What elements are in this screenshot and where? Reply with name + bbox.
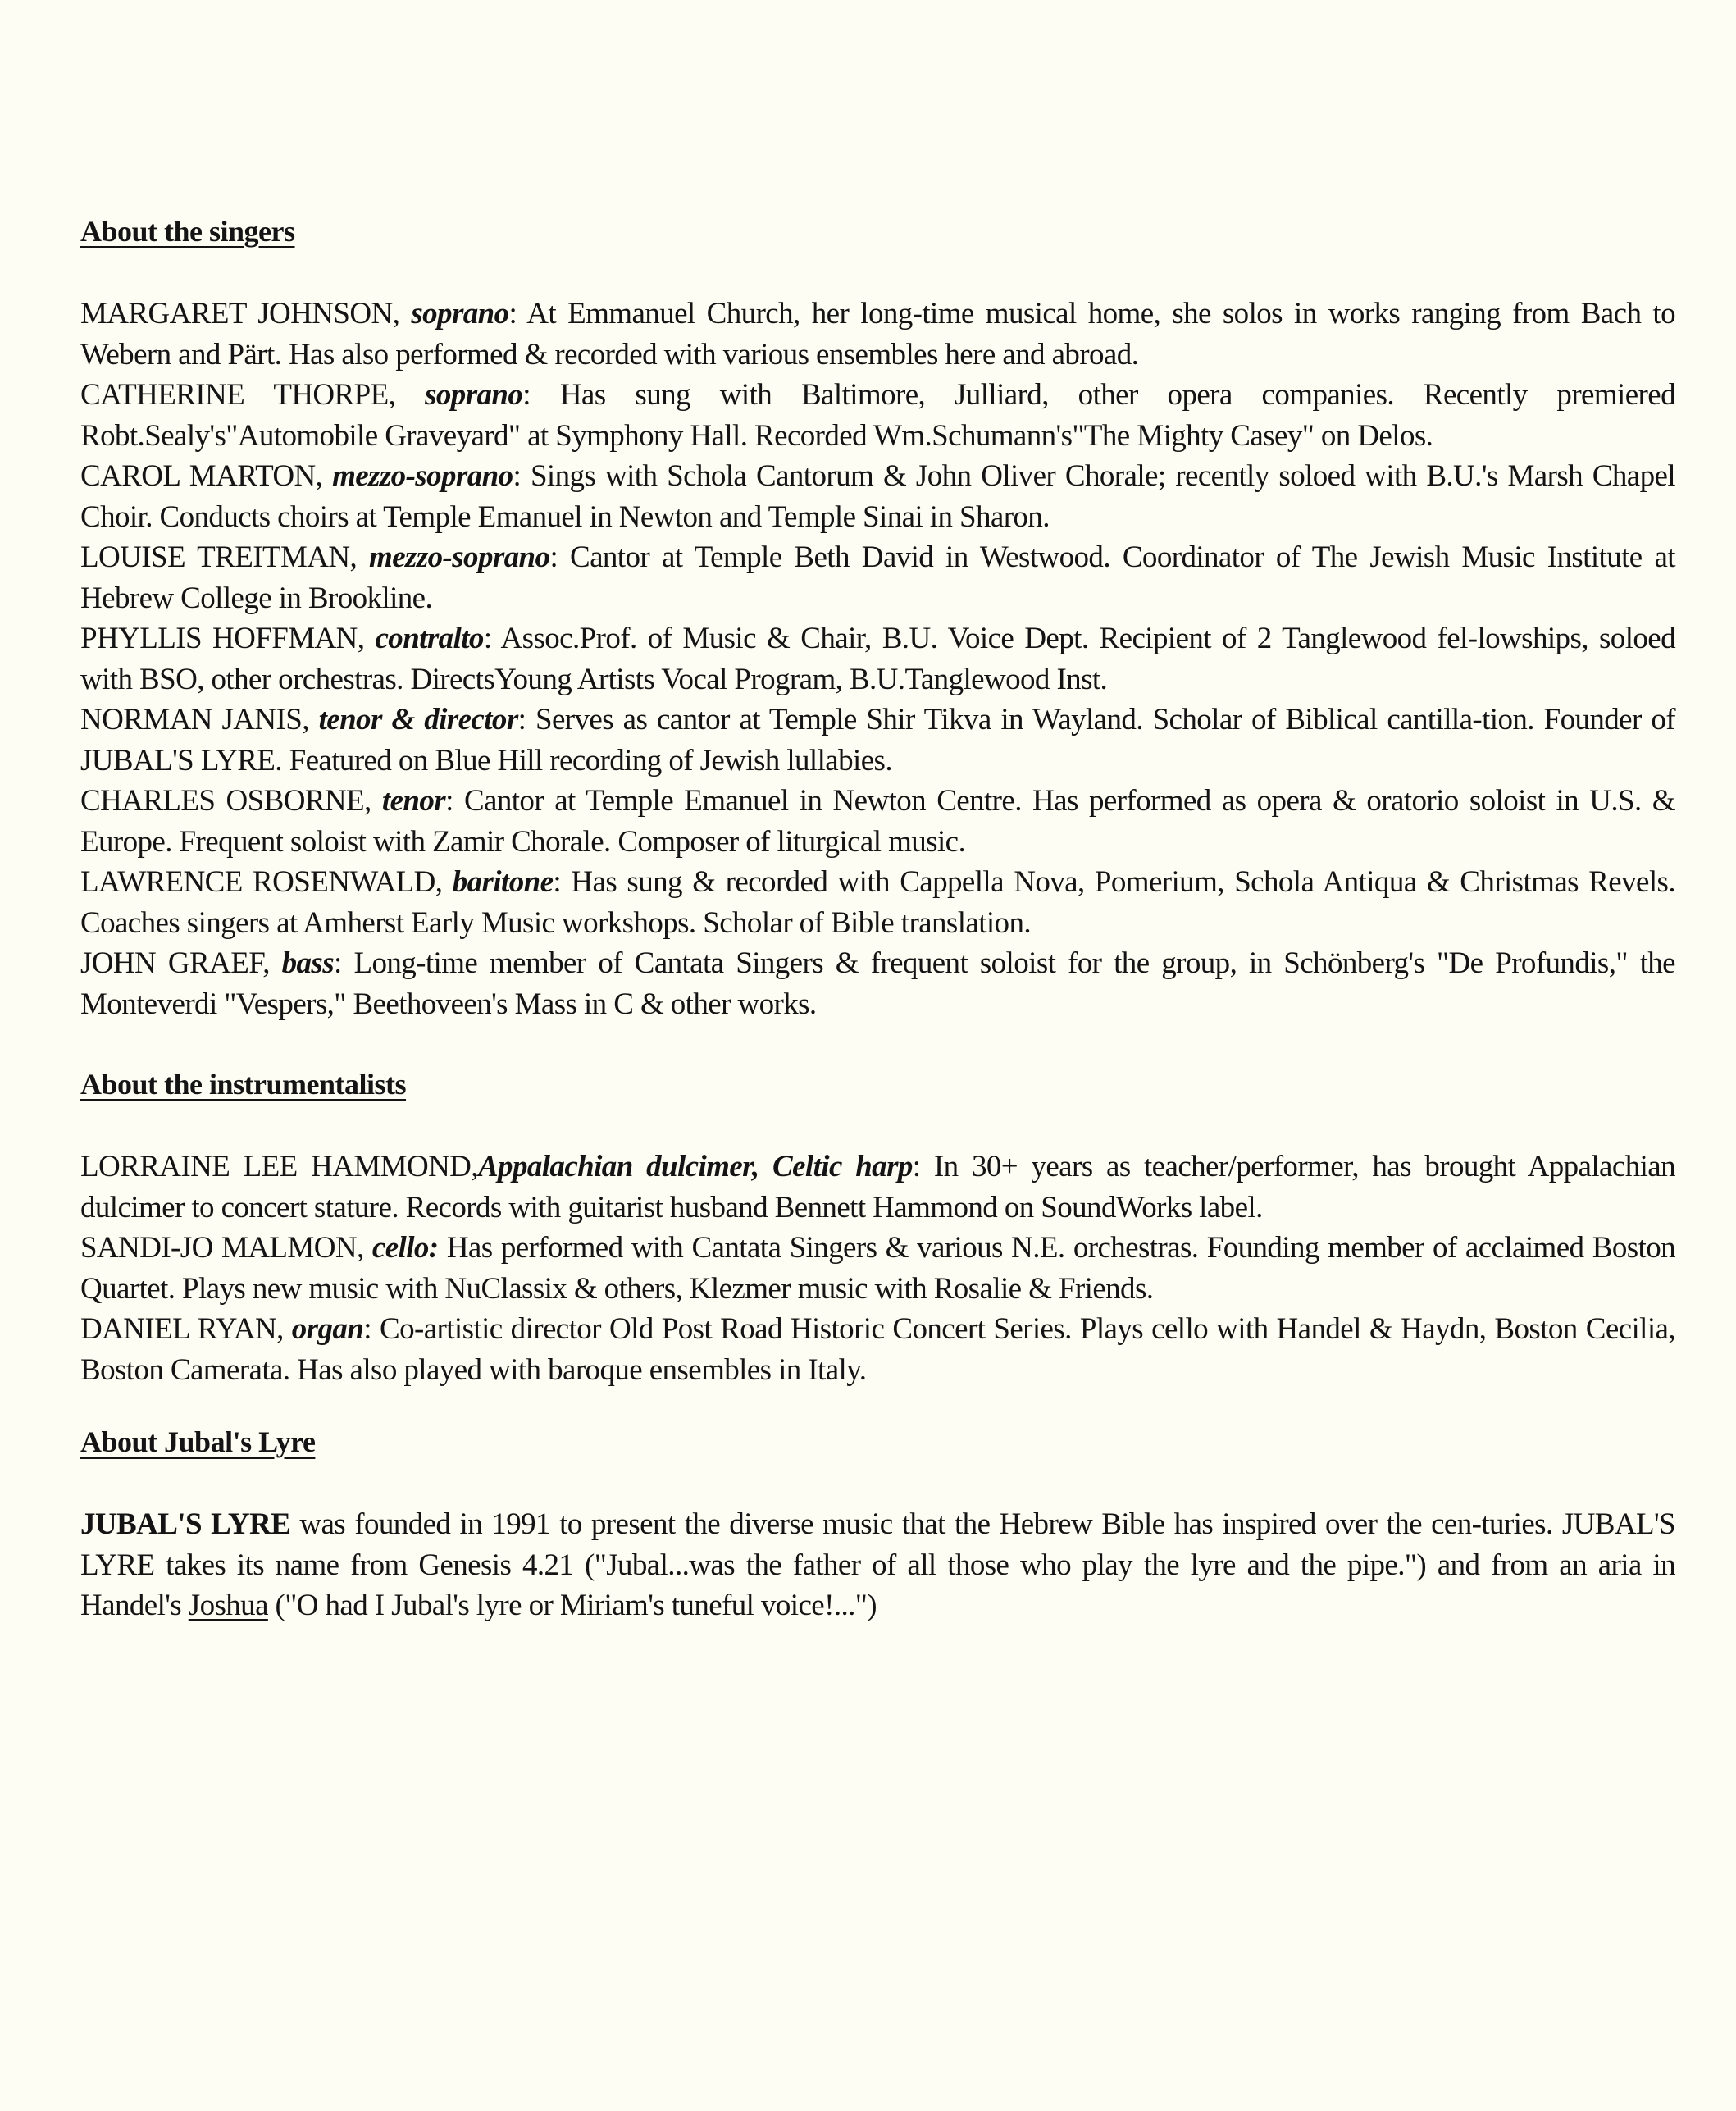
singer-name: LAWRENCE ROSENWALD, [80,865,453,899]
singer-name: CATHERINE THORPE, [80,378,426,412]
singer-name: MARGARET JOHNSON, [80,297,412,331]
singer-name: NORMAN JANIS, [80,703,319,736]
singer-bio: : Cantor at Temple Emanuel in Newton Centre. Has performed as opera & oratorio soloist in U.S. & Europe. Frequent soloist with Zamir Chorale. Composer of liturgical music. [80,784,1675,859]
jubal-section [80,1425,1675,1626]
singer-bio: : Cantor at Temple Beth David in Westwood. Coordinator of The Jewish Music Institute at Hebrew College in Brookline. [80,540,1675,615]
singer-bio: : Serves as cantor at Temple Shir Tikva in Wayland. Scholar of Biblical cantilla-tion. Founder of JUBAL'S LYRE. Featured on Blue Hill recording of Jewish lullabies. [80,703,1675,777]
singer-voice: tenor [381,784,446,818]
instrumentalist-name: DANIEL RYAN, [80,1312,292,1346]
singer-entry [80,700,1675,781]
singer-entry [80,375,1675,456]
singer-voice: mezzo-soprano [332,459,513,493]
jubal-text-after: ("O had I Jubal's lyre or Miriam's tuneful voice!...") [267,1589,877,1622]
instrumentalist-bio: : In 30+ years as teacher/performer, has brought Appalachian dulcimer to concert stature. Records with guitarist husband Bennett Hammond on SoundWorks label. [80,1150,1675,1224]
singers-list [80,294,1675,1024]
instrumentalist-entry [80,1309,1675,1390]
singer-voice: soprano [411,297,509,331]
instrumentalist-instrument: cello: [371,1231,439,1265]
instrumentalist-entry [80,1147,1675,1228]
singer-bio: : Assoc.Prof. of Music & Chair, B.U. Voice Dept. Recipient of 2 Tanglewood fel-lowships, soloed with BSO, other orchestras. DirectsYoung Artists Vocal Program, B.U.Tanglewood Inst. [80,622,1675,696]
document-page [80,215,1676,1622]
instrumentalist-bio: : Co-artistic director Old Post Road Historic Concert Series. Plays cello with Handel & Haydn, Boston Cecilia, Boston Camerata. Has also played with baroque ensembles in Italy. [80,1312,1675,1387]
singer-entry [80,294,1675,375]
singer-bio: : Has sung & recorded with Cappella Nova, Pomerium, Schola Antiqua & Christmas Revels. Coaches singers at Amherst Early Music workshops. Scholar of Bible translation. [80,865,1675,940]
singer-bio: : Long-time member of Cantata Singers & frequent soloist for the group, in Schönberg's "De Profundis," the Monteverdi "Vespers," Beethoveen's Mass in C & other works. [80,946,1676,1021]
singer-voice: soprano [425,378,523,412]
jubal-body [80,1504,1675,1626]
singer-voice: baritone [452,865,554,899]
singer-entry [80,618,1675,700]
singer-name: JOHN GRAEF, [80,946,282,980]
singer-bio: : Has sung with Baltimore, Julliard, other opera companies. Recently premiered Robt.Sealy's"Automobile Graveyard" at Symphony Hall. Recorded Wm.Schumann's"The Mighty Casey" on Delos. [80,378,1675,453]
singer-entry [80,943,1675,1024]
instrumentalist-entry [80,1228,1675,1309]
ensemble-name: JUBAL'S LYRE [80,1507,291,1541]
instrumentalist-instrument: organ [291,1312,364,1346]
singer-voice: mezzo-soprano [369,540,550,574]
singer-name: CHARLES OSBORNE, [80,784,382,818]
singer-entry [80,781,1675,862]
singer-bio: : At Emmanuel Church, her long-time musical home, she solos in works ranging from Bach to Webern and Pärt. Has also performed & recorded with various ensembles here and abroad. [80,297,1675,372]
instrumentalists-list [80,1147,1675,1390]
singer-entry [80,456,1675,537]
singer-name: CAROL MARTON, [80,459,333,493]
instrumentalist-name: SANDI-JO MALMON, [80,1231,372,1265]
instrumentalist-bio: Has performed with Cantata Singers & various N.E. orchestras. Founding member of acclaimed Boston Quartet. Plays new music with NuClassix & others, Klezmer music with Rosalie & Friends. [80,1231,1675,1306]
singers-heading: About the singers [80,215,295,248]
singer-voice: contralto [375,622,484,655]
singer-bio: : Sings with Schola Cantorum & John Oliver Chorale; recently soloed with B.U.'s Marsh Chapel Choir. Conducts choirs at Temple Emanuel in Newton and Temple Sinai in Sharon. [80,459,1675,534]
jubal-text-before: was founded in 1991 to present the diverse music that the Hebrew Bible has inspired over the cen-turies. JUBAL'S LYRE takes its name from Genesis 4.21 ("Jubal...was the father of all those who play the lyre and the pipe.") and from an aria in Handel's [80,1507,1675,1622]
singer-entry [80,537,1675,618]
jubal-paragraph [80,1504,1675,1626]
instrumentalist-name: LORRAINE LEE HAMMOND, [80,1150,478,1183]
singer-voice: tenor & director [318,703,518,736]
singer-name: LOUISE TREITMAN, [80,540,370,574]
jubal-heading: About Jubal's Lyre [80,1425,316,1458]
singers-section [80,215,1675,1024]
instrumentalists-heading: About the instrumentalists [80,1068,407,1101]
instrumentalists-section [80,1068,1675,1390]
instrumentalist-instrument: Appalachian dulcimer, Celtic harp [477,1150,913,1183]
singer-name: PHYLLIS HOFFMAN, [80,622,376,655]
work-title: Joshua [188,1589,268,1622]
singer-entry [80,862,1675,943]
singer-voice: bass [281,946,335,980]
